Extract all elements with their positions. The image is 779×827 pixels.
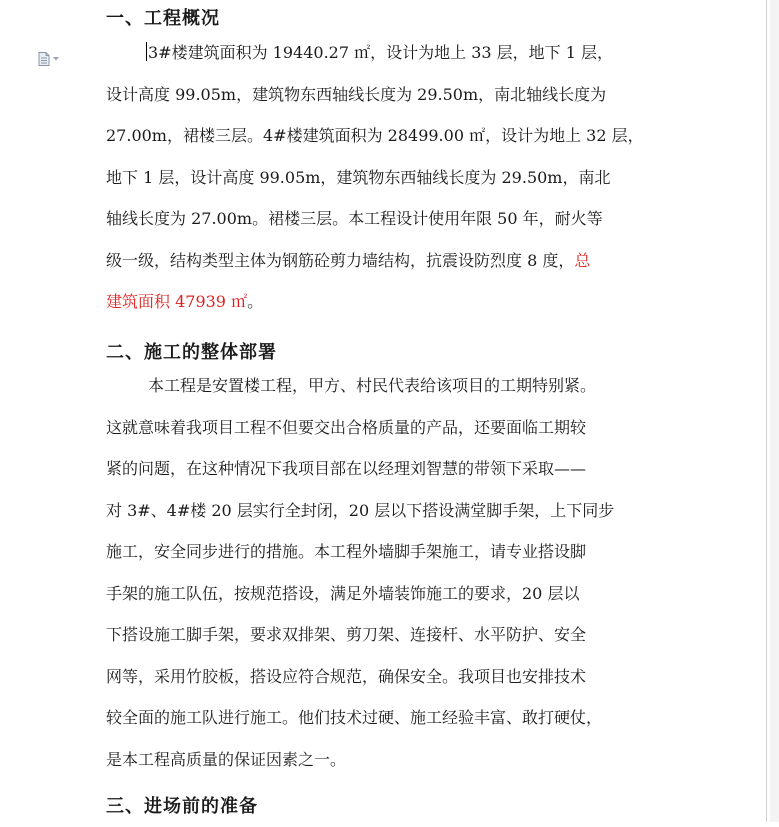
page-edge — [766, 0, 767, 822]
section-heading-3: 三、进场前的准备 — [106, 796, 258, 817]
paragraph-line: 手架的施工队伍，按规范搭设，满足外墙装饰施工的要求，20 层以 — [106, 583, 580, 603]
document-icon — [38, 52, 50, 66]
paragraph-line: 地下 1 层，设计高度 99.05m，建筑物东西轴线长度为 29.50m，南北 — [106, 167, 611, 187]
paragraph-line: 紧的问题，在这种情况下我项目部在以经理刘智慧的带领下采取—— — [106, 459, 587, 478]
chevron-down-icon — [53, 57, 59, 61]
highlight-text: 总 — [574, 250, 591, 270]
paragraph-line: 本工程是安置楼工程，甲方、村民代表给该项目的工期特别紧。 — [148, 376, 597, 395]
paragraph-line: 对 3#、4#楼 20 层实行全封闭，20 层以下搭设满堂脚手架，上下同步 — [106, 500, 615, 520]
page-gutter — [770, 0, 779, 822]
paragraph-line: 这就意味着我项目工程不但要交出合格质量的产品，还要面临工期较 — [106, 417, 587, 437]
paragraph-line: 是本工程高质量的保证因素之一。 — [106, 749, 347, 769]
section-heading-1: 一、工程概况 — [106, 8, 220, 29]
paragraph-line: 3#楼建筑面积为 19440.27 ㎡，设计为地上 33 层，地下 1 层， — [148, 43, 613, 62]
section-1-body — [106, 40, 666, 331]
section-heading-2: 二、施工的整体部署 — [106, 342, 277, 363]
paragraph-line: 较全面的施工队进行施工。他们技术过硬、施工经验丰富、敢打硬仗， — [106, 708, 603, 727]
highlight-text: 建筑面积 47939 ㎡ — [106, 292, 248, 311]
paragraph-line: 网等，采用竹胶板，搭设应符合规范，确保安全。我项目也安排技术 — [106, 666, 587, 686]
paragraph-line: 建筑面积 47939 ㎡。 — [106, 292, 264, 311]
paragraph-line: 设计高度 99.05m，建筑物东西轴线长度为 29.50m，南北轴线长度为 — [106, 84, 607, 104]
section-2-body — [106, 373, 666, 788]
text-cursor — [146, 42, 147, 61]
paragraph-line: 下搭设施工脚手架，要求双排架、剪刀架、连接杆、水平防护、安全 — [106, 625, 587, 644]
paragraph-line: 27.00m，裙楼三层。4#楼建筑面积为 28499.00 ㎡，设计为地上 32 层， — [106, 126, 644, 145]
paragraph-line: 施工，安全同步进行的措施。本工程外墙脚手架施工，请专业搭设脚 — [106, 542, 587, 561]
paragraph-line: 级一级，结构类型主体为钢筋砼剪力墙结构，抗震设防烈度 8 度，总 — [106, 250, 591, 270]
document-options-icon[interactable] — [38, 52, 64, 66]
paragraph-line: 轴线长度为 27.00m。裙楼三层。本工程设计使用年限 50 年，耐火等 — [106, 209, 603, 228]
